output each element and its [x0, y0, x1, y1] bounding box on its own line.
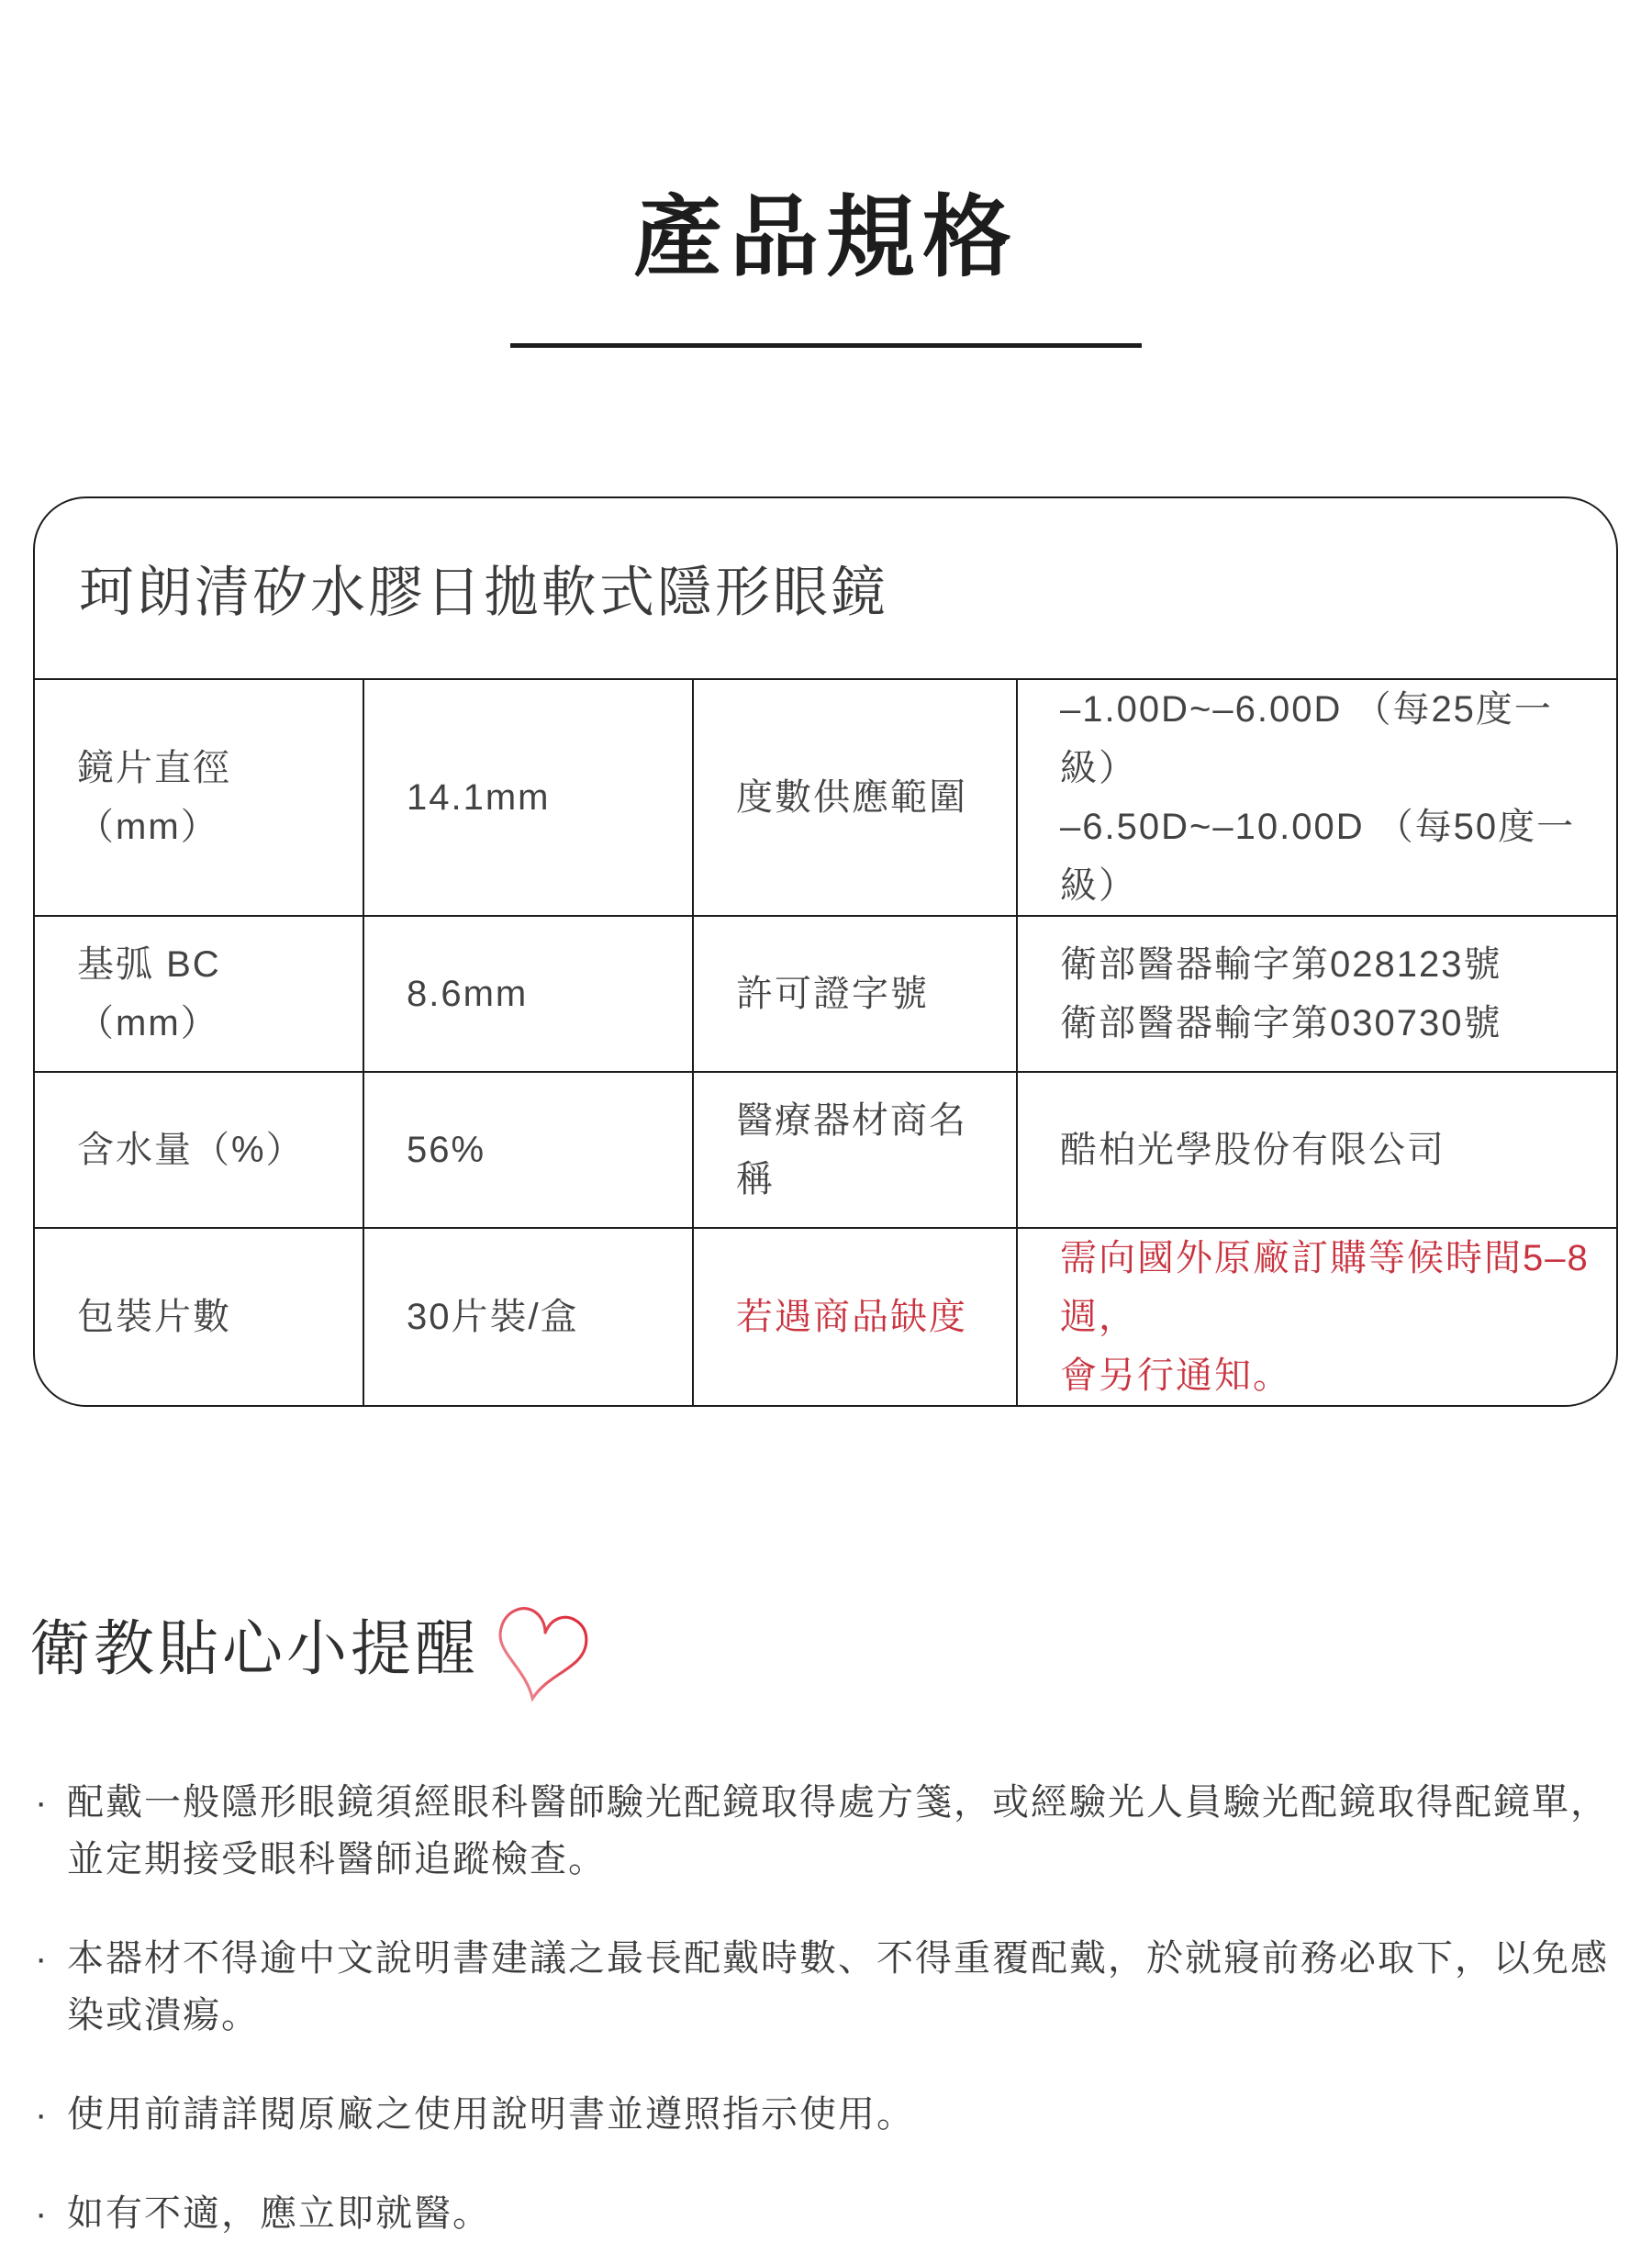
bullet-dot: · [35, 2192, 50, 2234]
cell-text: 度數供應範圍 [736, 776, 967, 818]
notice-text: 使用前請詳閱原廠之使用說明書並遵照指示使用。 [67, 2093, 915, 2135]
notice-list [26, 1774, 1624, 2242]
spec-value-diameter [363, 680, 692, 915]
cell-text: 30片裝/盒 [407, 1296, 579, 1337]
spec-table-body [35, 680, 1616, 1405]
cell-text-line: –6.50D~–10.00D （每50度一級） [1060, 806, 1576, 906]
spec-value-pack-count [363, 1229, 692, 1405]
cell-text: 含水量（%） [77, 1129, 305, 1170]
notice-heading: 衛教貼心小提醒 [29, 1613, 479, 1682]
list-item [26, 2185, 1624, 2242]
spec-value-power-range [1016, 680, 1616, 915]
title-block [0, 0, 1652, 348]
cell-text: 鏡片直徑（mm） [77, 747, 231, 847]
spec-value-out-of-stock [1016, 1229, 1616, 1405]
cell-text-line: 衛部醫器輸字第030730號 [1060, 1002, 1502, 1043]
list-item [26, 2086, 1624, 2143]
bullet-dot: · [35, 2093, 50, 2135]
list-item [26, 1774, 1624, 1888]
spec-label-out-of-stock [692, 1229, 1016, 1405]
cell-text-line: 衛部醫器輸字第028123號 [1060, 943, 1502, 985]
spec-label-license-number [692, 917, 1016, 1071]
spec-label-diameter [35, 680, 363, 915]
notice-text: 如有不適，應立即就醫。 [67, 2192, 491, 2234]
spec-label-pack-count [35, 1229, 363, 1405]
spec-value-license-number [1016, 917, 1616, 1071]
product-spec-table [33, 496, 1618, 1407]
cell-text: 醫療器材商名稱 [736, 1099, 967, 1199]
bullet-dot: · [35, 1781, 50, 1823]
cell-text: 56% [407, 1129, 486, 1170]
spec-value-water-content [363, 1073, 692, 1227]
cell-text-line: 酷柏光學股份有限公司 [1060, 1129, 1446, 1170]
cell-text: 14.1mm [407, 776, 551, 818]
notice-text: 本器材不得逾中文說明書建議之最長配戴時數、不得重覆配戴，於就寢前務必取下，以免感染或潰瘍。 [67, 1937, 1609, 2036]
product-name-header: 珂朗清矽水膠日拋軟式隱形眼鏡 [35, 498, 1616, 680]
notice-heading-row [29, 1614, 1652, 1724]
cell-text-line: 需向國外原廠訂購等候時間5–8週， [1060, 1237, 1590, 1337]
cell-text-line: –1.00D~–6.00D （每25度一級） [1060, 688, 1553, 788]
table-row [35, 915, 1616, 1071]
cell-text: 基弧 BC（mm） [77, 943, 221, 1043]
cell-text: 許可證字號 [736, 973, 929, 1014]
spec-label-power-range [692, 680, 1016, 915]
spec-label-base-curve [35, 917, 363, 1071]
cell-text: 8.6mm [407, 973, 529, 1014]
spec-value-vendor-name [1016, 1073, 1616, 1227]
spec-label-water-content [35, 1073, 363, 1227]
page-title: 產品規格 [633, 187, 1019, 287]
table-row [35, 680, 1616, 915]
cell-text-line: 會另行通知。 [1060, 1355, 1291, 1396]
notice-text: 配戴一般隱形眼鏡須經眼科醫師驗光配鏡取得處方箋，或經驗光人員驗光配鏡取得配鏡單，並定期接受眼科醫師追蹤檢查。 [67, 1781, 1609, 1879]
list-item [26, 1930, 1624, 2044]
spec-value-base-curve [363, 917, 692, 1071]
cell-text: 若遇商品缺度 [736, 1296, 967, 1337]
heart-icon [471, 1591, 612, 1722]
title-underline [510, 343, 1142, 348]
table-row [35, 1071, 1616, 1227]
bullet-dot: · [35, 1937, 50, 1979]
cell-text: 包裝片數 [77, 1296, 231, 1337]
table-row [35, 1227, 1616, 1405]
spec-label-vendor-name [692, 1073, 1016, 1227]
